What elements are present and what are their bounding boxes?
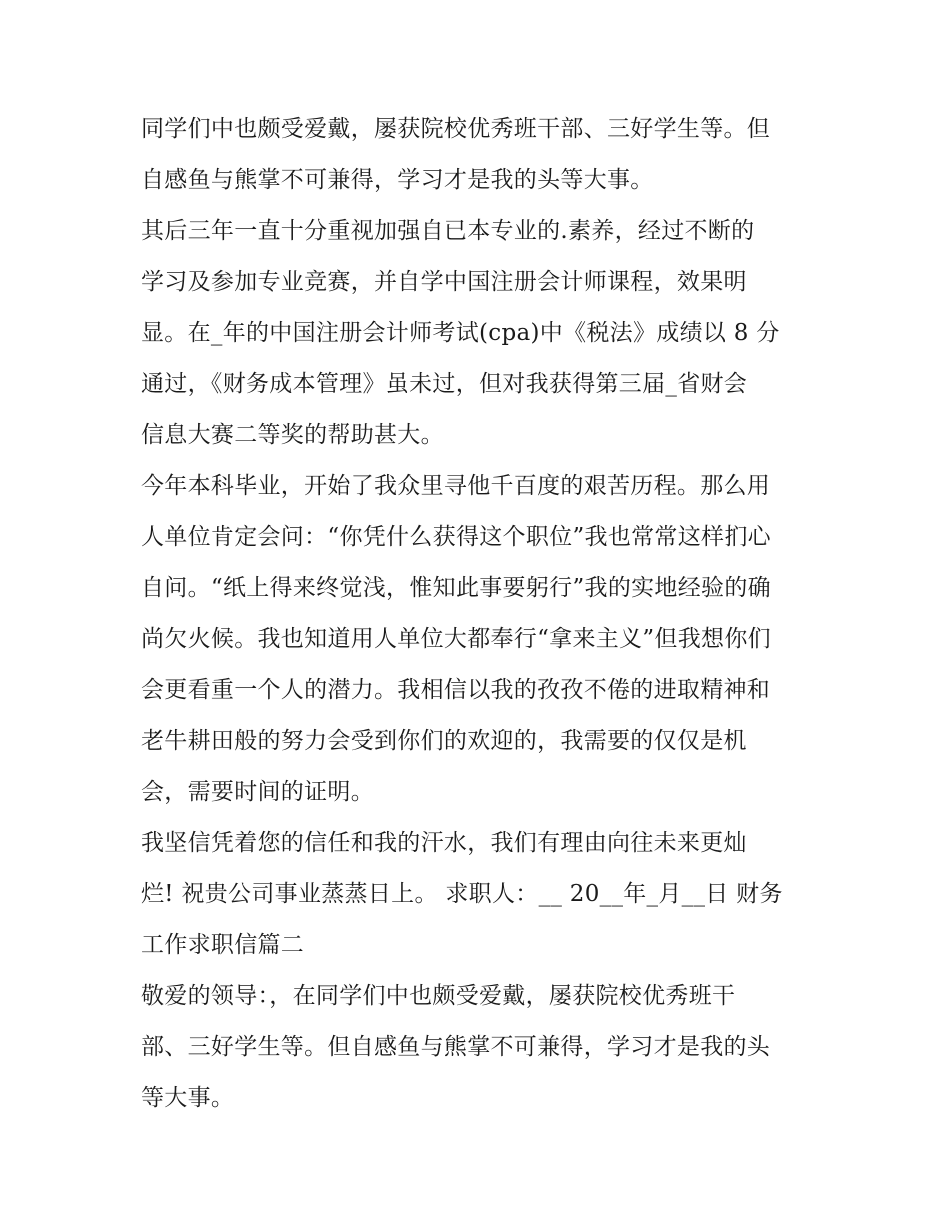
text-line: 会更看重一个人的潜力。我相信以我的孜孜不倦的进取精神和 <box>141 677 771 703</box>
text-line: 工作求职信篇二 <box>141 932 305 958</box>
text-line: 我坚信凭着您的信任和我的汗水，我们有理由向往未来更灿 <box>141 830 747 856</box>
text-line: 尚欠火候。我也知道用人单位大都奉行“拿来主义”但我想你们 <box>141 626 771 652</box>
text-line: 部、三好学生等。但自感鱼与熊掌不可兼得，学习才是我的头 <box>141 1034 771 1060</box>
text-line: 烂! 祝贵公司事业蒸蒸日上。 求职人：__ 20__年_月__日 财务 <box>141 881 783 907</box>
text-line: 会，需要时间的证明。 <box>141 779 374 805</box>
text-line: 自感鱼与熊掌不可兼得，学习才是我的头等大事。 <box>141 167 654 193</box>
text-line: 学习及参加专业竞赛，并自学中国注册会计师课程，效果明 <box>141 269 747 295</box>
text-line: 信息大赛二等奖的帮助甚大。 <box>141 422 444 448</box>
paragraph-1 <box>141 104 821 206</box>
text-line: 自问。“纸上得来终觉浅，惟知此事要躬行”我的实地经验的确 <box>141 575 771 601</box>
text-line: 等大事。 <box>141 1085 235 1111</box>
document-body <box>141 104 821 1124</box>
text-line: 其后三年一直十分重视加强自已本专业的.素养，经过不断的 <box>141 218 755 244</box>
paragraph-2 <box>141 206 821 461</box>
text-line: 通过，《财务成本管理》虽未过，但对我获得第三届_省财会 <box>141 371 748 397</box>
paragraph-4 <box>141 818 821 971</box>
text-line: 显。在_年的中国注册会计师考试(cpa)中《税法》成绩以 8 分 <box>141 320 780 346</box>
text-line: 今年本科毕业，开始了我众里寻他千百度的艰苦历程。那么用 <box>141 473 771 499</box>
text-line: 老牛耕田般的努力会受到你们的欢迎的，我需要的仅仅是机 <box>141 728 747 754</box>
paragraph-5 <box>141 971 821 1124</box>
text-line: 同学们中也颇受爱戴，屡获院校优秀班干部、三好学生等。但 <box>141 116 771 142</box>
text-line: 敬爱的领导：，在同学们中也颇受爱戴，屡获院校优秀班干 <box>141 983 736 1009</box>
paragraph-3 <box>141 461 821 818</box>
text-line: 人单位肯定会问：“你凭什么获得这个职位”我也常常这样扪心 <box>141 524 771 550</box>
